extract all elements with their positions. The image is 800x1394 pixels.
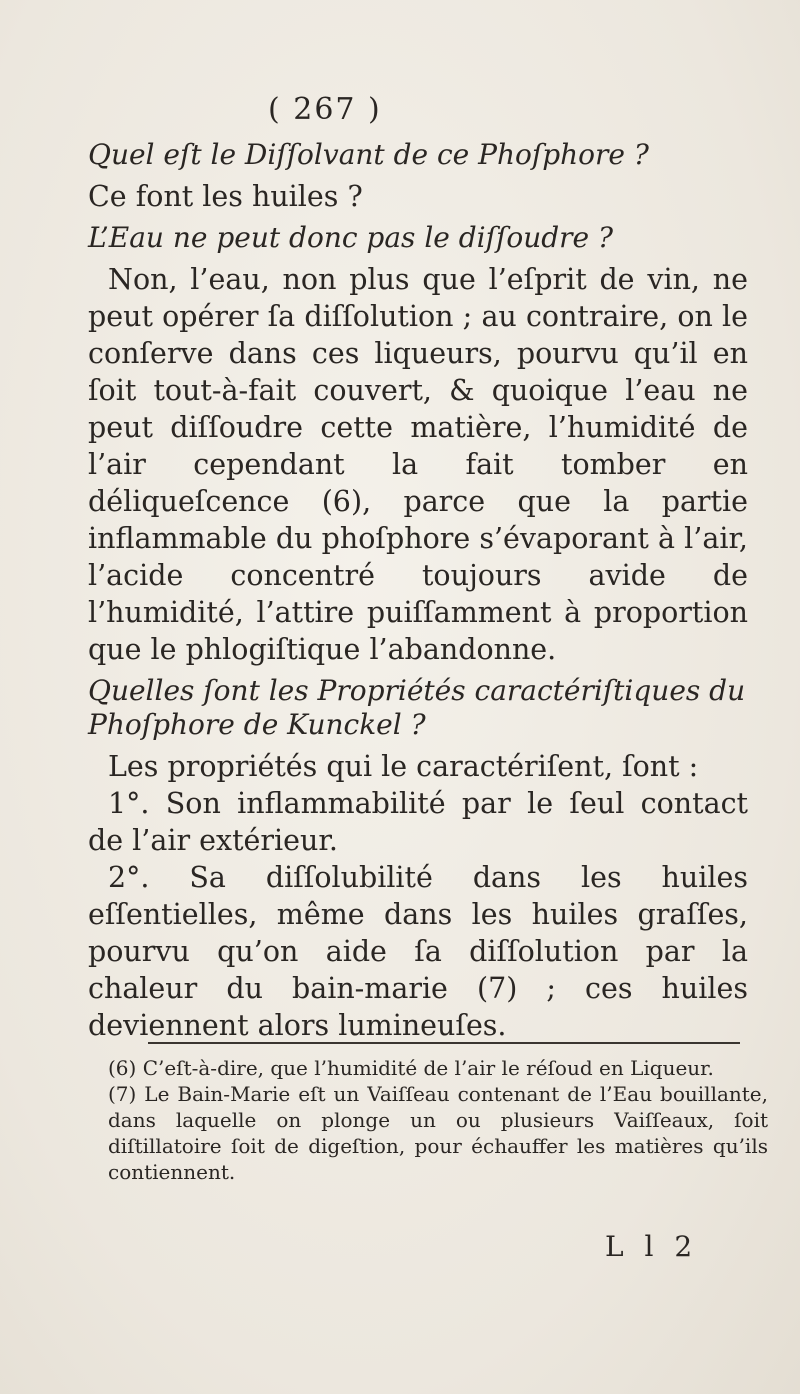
question-dissolvent: Quel eſt le Diſſolvant de ce Phoſphore ?	[88, 138, 649, 171]
footnote-7: (7) Le Bain-Marie eſt un Vaiſſeau contenant de l’Eau bouillante, dans laquelle on plonge un ou plusieurs Vaiſſeaux, ſoit diſtillatoire ſoit de digeſtion, pour échauffer les matières qu’ils contiennent.	[108, 1082, 768, 1184]
footnote-6: (6) C’eſt-à-dire, que l’humidité de l’air le réſoud en Liqueur.	[108, 1056, 714, 1080]
question-properties: Quelles ſont les Propriétés caractériſtiques du Phoſphore de Kunckel ?	[88, 674, 746, 741]
page-number: ( 267 )	[268, 92, 382, 127]
paragraph-properties-intro: Les propriétés qui le caractériſent, ſont :	[108, 750, 699, 783]
answer-oils: Ce font les huiles ?	[88, 180, 363, 213]
property-item-2: 2°. Sa diſſolubilité dans les huiles eſſentielles, même dans les huiles graſſes, pourvu qu’on aide ſa diſſolution par la chaleur du bain-marie (7) ; ces huiles deviennent alors lumineuſes.	[88, 861, 748, 1042]
question-water: L’Eau ne peut donc pas le diſſoudre ?	[88, 221, 614, 254]
paragraph-water: Non, l’eau, non plus que l’eſprit de vin, ne peut opérer ſa diſſolution ; au contraire, on le conſerve dans ces liqueurs, pourvu qu’il en ſoit tout-à-fait couvert, & quoique l’eau ne peut diſſoudre cette matière, l’humidité de l’air cependant la fait tomber en déliqueſcence (6), parce que la partie inflammable du phoſphore s’évaporant à l’air, l’acide concentré toujours avide de l’humidité, l’attire puiſſamment à proportion que le phlogiſtique l’abandonne.	[88, 263, 748, 666]
main-text	[88, 138, 748, 1044]
footnotes	[108, 1055, 768, 1185]
footnote-divider	[148, 1042, 740, 1044]
signature-mark: L l 2	[605, 1230, 699, 1263]
property-item-1: 1°. Son inflammabilité par le ſeul contact de l’air extérieur.	[88, 787, 748, 857]
